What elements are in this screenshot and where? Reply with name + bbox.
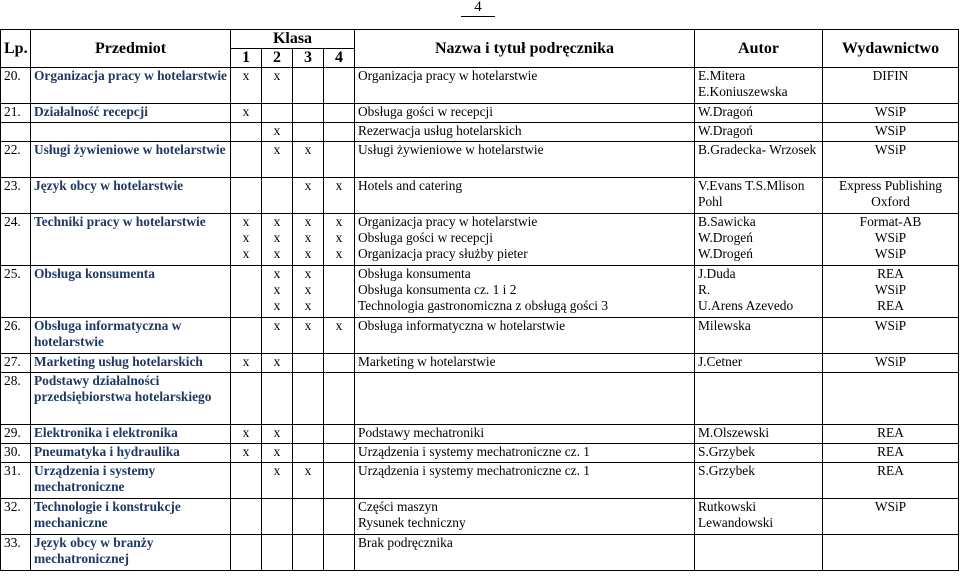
- cell-line: B.Sawicka: [698, 214, 756, 229]
- grade-1-mark: x: [231, 68, 262, 104]
- row-textbook-title: Organizacja pracy w hotelarstwie: [355, 68, 695, 104]
- cell-line: Rutkowski: [698, 499, 757, 514]
- row-subject: Elektronika i elektronika: [31, 425, 231, 444]
- row-textbook-title: Brak podręcznika: [355, 535, 695, 571]
- row-publisher: REA: [823, 425, 959, 444]
- grade-1-mark: x: [231, 425, 262, 444]
- row-number: 26.: [1, 318, 31, 354]
- grade-3-mark: x: [293, 142, 324, 178]
- cell-line: WSiP: [874, 230, 907, 245]
- row-number: 32.: [1, 499, 31, 535]
- grade-3-mark: [293, 499, 324, 535]
- row-author: E.Mitera E.Koniuszewska: [695, 68, 823, 104]
- row-textbook-title: Hotels and catering: [355, 178, 695, 214]
- grade-4-mark: [324, 425, 355, 444]
- row-publisher: WSiP: [823, 104, 959, 123]
- cell-line: REA: [877, 298, 904, 313]
- grade-3-mark: [293, 535, 324, 571]
- row-publisher: REA: [823, 444, 959, 463]
- table-row: [1, 499, 959, 535]
- row-subject: Marketing usług hotelarskich: [31, 354, 231, 373]
- grade-3-mark: x: [293, 318, 324, 354]
- table-row: [1, 354, 959, 373]
- header-title: Nazwa i tytuł podręcznika: [355, 30, 695, 68]
- cell-line: x: [335, 230, 343, 245]
- row-author: S.Grzybek: [695, 463, 823, 499]
- textbook-table: [0, 29, 959, 571]
- header-klasa: Klasa: [231, 30, 355, 49]
- header-lp: Lp.: [1, 30, 31, 68]
- row-subject: Techniki pracy w hotelarstwie: [31, 214, 231, 266]
- table-row: [1, 463, 959, 499]
- grade-2-mark: x: [262, 444, 293, 463]
- grade-2-mark: [262, 178, 293, 214]
- grade-3-mark: [293, 373, 324, 425]
- cell-line: x: [335, 246, 343, 261]
- row-textbook-title: Obsługa informatyczna w hotelarstwie: [355, 318, 695, 354]
- row-author: B.Gradecka- Wrzosek: [695, 142, 823, 178]
- grade-3-mark: [293, 266, 324, 318]
- row-author: [695, 266, 823, 318]
- grade-4-mark: [324, 444, 355, 463]
- table-row: [1, 425, 959, 444]
- row-textbook-title: [355, 214, 695, 266]
- grade-4-mark: [324, 214, 355, 266]
- row-author: W.Dragoń: [695, 104, 823, 123]
- cell-line: Obsługa gości w recepcji: [358, 230, 493, 245]
- grade-4-mark: [324, 535, 355, 571]
- grade-2-mark: [262, 499, 293, 535]
- header-grade-2: 2: [262, 49, 293, 68]
- grade-4-mark: x: [324, 178, 355, 214]
- cell-line: Lewandowski: [698, 515, 774, 530]
- cell-line: U.Arens Azevedo: [698, 298, 794, 313]
- grade-2-mark: x: [262, 68, 293, 104]
- row-textbook-title: Podstawy mechatroniki: [355, 425, 695, 444]
- row-subject: [31, 123, 231, 142]
- grade-1-mark: [231, 535, 262, 571]
- row-number: 31.: [1, 463, 31, 499]
- row-number: 22.: [1, 142, 31, 178]
- cell-line: W.Drogeń: [698, 246, 753, 261]
- row-author: [695, 499, 823, 535]
- row-author: Milewska: [695, 318, 823, 354]
- row-number: 25.: [1, 266, 31, 318]
- row-number: 23.: [1, 178, 31, 214]
- row-subject: Urządzenia i systemy mechatroniczne: [31, 463, 231, 499]
- header-subject: Przedmiot: [31, 30, 231, 68]
- grade-2-mark: x: [262, 463, 293, 499]
- row-publisher: WSiP: [823, 318, 959, 354]
- cell-line: x: [273, 298, 281, 313]
- cell-line: x: [273, 282, 281, 297]
- grade-4-mark: [324, 373, 355, 425]
- grade-3-mark: x: [293, 178, 324, 214]
- row-textbook-title: [355, 373, 695, 425]
- row-subject: Działalność recepcji: [31, 104, 231, 123]
- header-publisher: Wydawnictwo: [823, 30, 959, 68]
- cell-line: Organizacja pracy w hotelarstwie: [358, 214, 538, 229]
- row-textbook-title: Usługi żywieniowe w hotelarstwie: [355, 142, 695, 178]
- cell-line: REA: [877, 266, 904, 281]
- cell-line: J.Duda: [698, 266, 736, 281]
- row-textbook-title: [355, 266, 695, 318]
- cell-line: x: [304, 298, 312, 313]
- row-publisher: WSiP: [823, 123, 959, 142]
- row-subject: Podstawy działalności przedsiębiorstwa hotelarskiego: [31, 373, 231, 425]
- table-row: [1, 123, 959, 142]
- grade-1-mark: [231, 463, 262, 499]
- grade-4-mark: [324, 68, 355, 104]
- row-subject: Język obcy w hotelarstwie: [31, 178, 231, 214]
- cell-line: Format-AB: [859, 214, 922, 229]
- header-grade-4: 4: [324, 49, 355, 68]
- table-row: [1, 68, 959, 104]
- row-author: W.Dragoń: [695, 123, 823, 142]
- grade-4-mark: [324, 354, 355, 373]
- grade-2-mark: x: [262, 142, 293, 178]
- row-subject: Język obcy w branży mechatronicznej: [31, 535, 231, 571]
- grade-1-mark: [231, 266, 262, 318]
- grade-1-mark: [231, 178, 262, 214]
- table-row: [1, 318, 959, 354]
- row-publisher: [823, 535, 959, 571]
- grade-1-mark: x: [231, 104, 262, 123]
- grade-2-mark: [262, 104, 293, 123]
- table-row: [1, 104, 959, 123]
- row-number: 28.: [1, 373, 31, 425]
- cell-line: WSiP: [874, 246, 907, 261]
- grade-1-mark: [231, 123, 262, 142]
- cell-line: Organizacja pracy służby pieter: [358, 246, 528, 261]
- row-textbook-title: Urządzenia i systemy mechatroniczne cz. 1: [355, 463, 695, 499]
- cell-line: x: [242, 214, 250, 229]
- grade-4-mark: x: [324, 318, 355, 354]
- row-publisher: WSiP: [823, 499, 959, 535]
- row-author: J.Cetner: [695, 354, 823, 373]
- cell-line: x: [242, 246, 250, 261]
- row-subject: Pneumatyka i hydraulika: [31, 444, 231, 463]
- table-row: [1, 535, 959, 571]
- table-row: [1, 266, 959, 318]
- grade-4-mark: [324, 123, 355, 142]
- grade-2-mark: [262, 535, 293, 571]
- row-subject: Obsługa konsumenta: [31, 266, 231, 318]
- row-publisher: WSiP: [823, 354, 959, 373]
- grade-3-mark: [293, 68, 324, 104]
- row-textbook-title: Rezerwacja usług hotelarskich: [355, 123, 695, 142]
- table-row: [1, 444, 959, 463]
- cell-line: Rysunek techniczny: [358, 515, 466, 530]
- grade-3-mark: [293, 214, 324, 266]
- table-row: [1, 142, 959, 178]
- cell-line: x: [304, 246, 312, 261]
- cell-line: Technologia gastronomiczna z obsługą gości 3: [358, 298, 609, 313]
- header-row-1: [1, 30, 959, 49]
- grade-4-mark: [324, 266, 355, 318]
- row-number: 21.: [1, 104, 31, 123]
- row-publisher: Express Publishing Oxford: [823, 178, 959, 214]
- header-grade-1: 1: [231, 49, 262, 68]
- row-publisher: DIFIN: [823, 68, 959, 104]
- row-number: 30.: [1, 444, 31, 463]
- grade-1-mark: [231, 318, 262, 354]
- header-author: Autor: [695, 30, 823, 68]
- grade-3-mark: [293, 354, 324, 373]
- row-author: V.Evans T.S.Mlison Pohl: [695, 178, 823, 214]
- row-subject: Organizacja pracy w hotelarstwie: [31, 68, 231, 104]
- grade-3-mark: [293, 444, 324, 463]
- row-publisher: [823, 266, 959, 318]
- grade-4-mark: [324, 499, 355, 535]
- row-subject: Usługi żywieniowe w hotelarstwie: [31, 142, 231, 178]
- row-publisher: WSiP: [823, 142, 959, 178]
- cell-line: x: [304, 266, 312, 281]
- cell-line: R.: [698, 282, 711, 297]
- row-textbook-title: Urządzenia i systemy mechatroniczne cz. 1: [355, 444, 695, 463]
- grade-1-mark: [231, 373, 262, 425]
- grade-2-mark: [262, 373, 293, 425]
- row-number: 29.: [1, 425, 31, 444]
- grade-2-mark: x: [262, 318, 293, 354]
- cell-line: x: [242, 230, 250, 245]
- cell-line: x: [304, 282, 312, 297]
- grade-1-mark: x: [231, 354, 262, 373]
- grade-1-mark: x: [231, 444, 262, 463]
- grade-3-mark: [293, 425, 324, 444]
- grade-2-mark: x: [262, 123, 293, 142]
- grade-3-mark: [293, 104, 324, 123]
- row-publisher: [823, 373, 959, 425]
- grade-4-mark: [324, 142, 355, 178]
- grade-1-mark: [231, 499, 262, 535]
- row-author: [695, 535, 823, 571]
- grade-1-mark: [231, 142, 262, 178]
- grade-2-mark: [262, 214, 293, 266]
- cell-line: x: [304, 214, 312, 229]
- cell-line: x: [304, 230, 312, 245]
- row-publisher: REA: [823, 463, 959, 499]
- page-number: 4: [461, 0, 495, 17]
- table-row: [1, 178, 959, 214]
- row-number: 24.: [1, 214, 31, 266]
- grade-4-mark: [324, 104, 355, 123]
- row-author: [695, 373, 823, 425]
- cell-line: x: [273, 214, 281, 229]
- table-row: [1, 373, 959, 425]
- row-number: 27.: [1, 354, 31, 373]
- row-author: [695, 214, 823, 266]
- row-publisher: [823, 214, 959, 266]
- cell-line: Części maszyn: [358, 499, 438, 514]
- cell-line: W.Drogeń: [698, 230, 753, 245]
- grade-2-mark: x: [262, 354, 293, 373]
- row-number: [1, 123, 31, 142]
- grade-3-mark: [293, 123, 324, 142]
- row-textbook-title: Marketing w hotelarstwie: [355, 354, 695, 373]
- grade-2-mark: x: [262, 425, 293, 444]
- row-number: 20.: [1, 68, 31, 104]
- cell-line: x: [273, 246, 281, 261]
- cell-line: x: [273, 230, 281, 245]
- row-subject: Obsługa informatyczna w hotelarstwie: [31, 318, 231, 354]
- grade-1-mark: [231, 214, 262, 266]
- row-textbook-title: Obsługa gości w recepcji: [355, 104, 695, 123]
- grade-2-mark: [262, 266, 293, 318]
- row-author: S.Grzybek: [695, 444, 823, 463]
- row-author: M.Olszewski: [695, 425, 823, 444]
- cell-line: WSiP: [874, 282, 907, 297]
- cell-line: x: [273, 266, 281, 281]
- grade-3-mark: x: [293, 463, 324, 499]
- header-grade-3: 3: [293, 49, 324, 68]
- row-subject: Technologie i konstrukcje mechaniczne: [31, 499, 231, 535]
- cell-line: Obsługa konsumenta: [358, 266, 471, 281]
- row-number: 33.: [1, 535, 31, 571]
- row-textbook-title: [355, 499, 695, 535]
- cell-line: x: [335, 214, 343, 229]
- table-row: [1, 214, 959, 266]
- cell-line: Obsługa konsumenta cz. 1 i 2: [358, 282, 517, 297]
- grade-4-mark: [324, 463, 355, 499]
